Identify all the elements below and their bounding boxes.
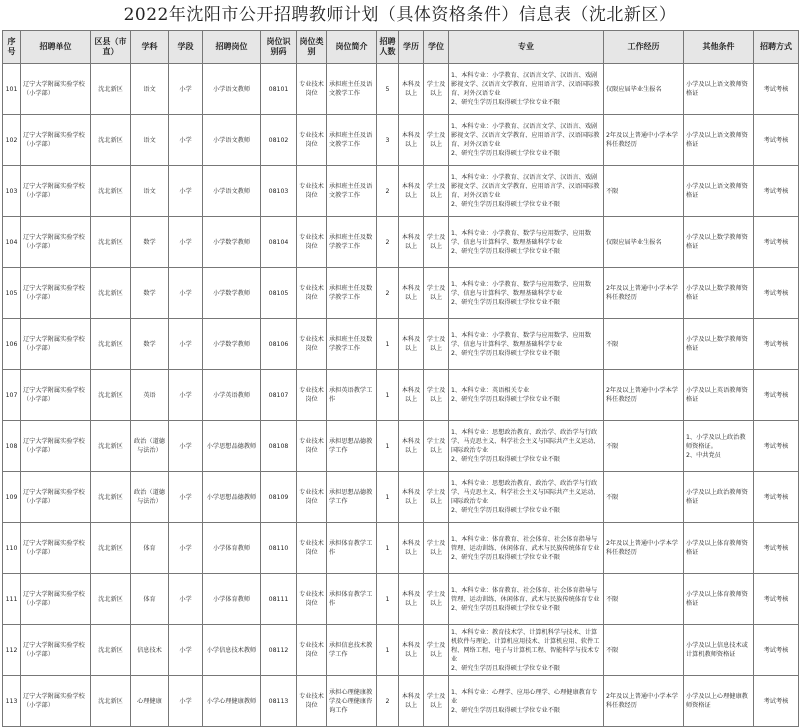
cell-code: 08104 (261, 217, 297, 268)
cell-district: 沈北新区 (91, 268, 131, 319)
cell-position: 小学心理健康教师 (203, 676, 261, 727)
cell-district: 沈北新区 (91, 523, 131, 574)
table-row (3, 574, 799, 625)
cell-edu: 本科及以上 (399, 625, 424, 676)
cell-code: 08110 (261, 523, 297, 574)
recruitment-table (2, 30, 799, 727)
cell-subject: 语文 (131, 115, 169, 166)
cell-desc: 承担班主任及数学教学工作 (327, 217, 377, 268)
cell-desc: 承担思想品德教学工作 (327, 421, 377, 472)
cell-seq: 102 (3, 115, 21, 166)
cell-stage: 小学 (169, 523, 203, 574)
cell-major: 1、本科专业：小学教育、数学与应用数学、应用数学、信息与计算科学、数理基础科学专业 2、研究生学历且取得硕士学位专业不限 (449, 217, 604, 268)
cell-type: 专业技术岗位 (297, 421, 327, 472)
cell-degree: 学士及以上 (424, 421, 449, 472)
cell-count: 1 (377, 472, 399, 523)
cell-other: 小学及以上数学教师资格证 (684, 268, 754, 319)
cell-subject: 体育 (131, 574, 169, 625)
cell-type: 专业技术岗位 (297, 64, 327, 115)
cell-exp: 仅限应届毕业生报名 (604, 64, 684, 115)
cell-edu: 本科及以上 (399, 574, 424, 625)
cell-exp: 2年及以上普通中小学本学科任教经历 (604, 268, 684, 319)
cell-district: 沈北新区 (91, 421, 131, 472)
cell-exp: 2年及以上普通中小学本学科任教经历 (604, 115, 684, 166)
cell-position: 小学数学教师 (203, 319, 261, 370)
cell-subject: 政治（道德与法治） (131, 421, 169, 472)
cell-code: 08102 (261, 115, 297, 166)
cell-edu: 本科及以上 (399, 166, 424, 217)
cell-edu: 本科及以上 (399, 676, 424, 727)
cell-position: 小学体育教师 (203, 574, 261, 625)
cell-edu: 本科及以上 (399, 472, 424, 523)
cell-major: 1、本科专业：小学教育、汉语言文学、汉语言、戏剧影视文学、汉语言文学教育、应用语言学、汉语国际教育、对外汉语专业 2、研究生学历且取得硕士学位专业不限 (449, 115, 604, 166)
column-header-edu: 学历 (399, 31, 424, 64)
cell-exp: 不限 (604, 319, 684, 370)
cell-count: 3 (377, 115, 399, 166)
cell-degree: 学士及以上 (424, 115, 449, 166)
cell-count: 2 (377, 217, 399, 268)
cell-seq: 105 (3, 268, 21, 319)
cell-degree: 学士及以上 (424, 523, 449, 574)
cell-degree: 学士及以上 (424, 166, 449, 217)
cell-method: 考试考核 (754, 115, 799, 166)
cell-count: 5 (377, 64, 399, 115)
cell-position: 小学思想品德教师 (203, 472, 261, 523)
cell-desc: 承担英语教学工作 (327, 370, 377, 421)
cell-subject: 英语 (131, 370, 169, 421)
column-header-other: 其他条件 (684, 31, 754, 64)
cell-other: 小学及以上语文教师资格证 (684, 166, 754, 217)
cell-major: 1、本科专业：小学教育、数学与应用数学、应用数学、信息与计算科学、数理基础科学专业 2、研究生学历且取得硕士学位专业不限 (449, 268, 604, 319)
cell-position: 小学数学教师 (203, 217, 261, 268)
cell-other: 小学及以上心理健康教师资格证 (684, 676, 754, 727)
table-row (3, 268, 799, 319)
table-row (3, 472, 799, 523)
table-row (3, 625, 799, 676)
cell-method: 考试考核 (754, 166, 799, 217)
cell-exp: 不限 (604, 472, 684, 523)
cell-exp: 2年及以上普通中小学本学科任教经历 (604, 370, 684, 421)
cell-edu: 本科及以上 (399, 319, 424, 370)
cell-unit: 辽宁大学附属实验学校（小学部） (21, 370, 91, 421)
cell-other: 小学及以上体育教师资格证 (684, 574, 754, 625)
cell-stage: 小学 (169, 166, 203, 217)
cell-type: 专业技术岗位 (297, 217, 327, 268)
cell-stage: 小学 (169, 421, 203, 472)
cell-edu: 本科及以上 (399, 64, 424, 115)
cell-major: 1、本科专业：体育教育、社会体育、社会体育指导与管理、运动训练、休闲体育、武术与民族传统体育专业 2、研究生学历且取得硕士学位专业不限 (449, 574, 604, 625)
column-header-method: 招聘方式 (754, 31, 799, 64)
cell-edu: 本科及以上 (399, 115, 424, 166)
cell-code: 08112 (261, 625, 297, 676)
cell-count: 1 (377, 523, 399, 574)
cell-desc: 承担班主任及数学教学工作 (327, 319, 377, 370)
cell-seq: 107 (3, 370, 21, 421)
cell-stage: 小学 (169, 319, 203, 370)
cell-count: 2 (377, 166, 399, 217)
cell-type: 专业技术岗位 (297, 268, 327, 319)
cell-stage: 小学 (169, 64, 203, 115)
cell-degree: 学士及以上 (424, 319, 449, 370)
cell-exp: 不限 (604, 421, 684, 472)
cell-other: 小学及以上数学教师资格证 (684, 319, 754, 370)
cell-subject: 语文 (131, 64, 169, 115)
cell-desc: 承担心理健康教学及心理健康咨询工作 (327, 676, 377, 727)
column-header-degree: 学位 (424, 31, 449, 64)
table-row (3, 217, 799, 268)
cell-degree: 学士及以上 (424, 472, 449, 523)
cell-major: 1、本科专业：英语相关专业 2、研究生学历且取得硕士学位专业不限 (449, 370, 604, 421)
cell-code: 08106 (261, 319, 297, 370)
cell-other: 小学及以上体育教师资格证 (684, 523, 754, 574)
cell-edu: 本科及以上 (399, 268, 424, 319)
cell-district: 沈北新区 (91, 676, 131, 727)
cell-other: 小学及以上信息技术或计算机教师资格证 (684, 625, 754, 676)
cell-seq: 104 (3, 217, 21, 268)
table-row (3, 676, 799, 727)
table-row (3, 64, 799, 115)
cell-stage: 小学 (169, 217, 203, 268)
cell-count: 2 (377, 676, 399, 727)
cell-code: 08101 (261, 64, 297, 115)
cell-unit: 辽宁大学附属实验学校（小学部） (21, 676, 91, 727)
cell-type: 专业技术岗位 (297, 115, 327, 166)
column-header-stage: 学段 (169, 31, 203, 64)
cell-code: 08105 (261, 268, 297, 319)
cell-method: 考试考核 (754, 574, 799, 625)
cell-method: 考试考核 (754, 370, 799, 421)
cell-code: 08113 (261, 676, 297, 727)
cell-subject: 心理健康 (131, 676, 169, 727)
cell-code: 08111 (261, 574, 297, 625)
table-row (3, 523, 799, 574)
cell-seq: 112 (3, 625, 21, 676)
cell-desc: 承担信息技术教学工作 (327, 625, 377, 676)
cell-exp: 不限 (604, 625, 684, 676)
cell-position: 小学思想品德教师 (203, 421, 261, 472)
cell-count: 1 (377, 421, 399, 472)
cell-exp: 仅限应届毕业生报名 (604, 217, 684, 268)
cell-position: 小学语文教师 (203, 115, 261, 166)
cell-stage: 小学 (169, 370, 203, 421)
cell-edu: 本科及以上 (399, 217, 424, 268)
cell-method: 考试考核 (754, 523, 799, 574)
cell-major: 1、本科专业：小学教育、数学与应用数学、应用数学、信息与计算科学、数理基础科学专业 2、研究生学历且取得硕士学位专业不限 (449, 319, 604, 370)
cell-stage: 小学 (169, 268, 203, 319)
cell-count: 1 (377, 625, 399, 676)
cell-unit: 辽宁大学附属实验学校（小学部） (21, 574, 91, 625)
cell-position: 小学信息技术教师 (203, 625, 261, 676)
cell-major: 1、本科专业：教育技术学、计算机科学与技术、计算机软件与理论、计算机应用技术、计算机应用、软件工程、网络工程、电子与计算机工程、智能科学与技术专业 2、研究生学历且取得硕士学位专业不限 (449, 625, 604, 676)
cell-degree: 学士及以上 (424, 625, 449, 676)
cell-type: 专业技术岗位 (297, 625, 327, 676)
cell-degree: 学士及以上 (424, 217, 449, 268)
column-header-unit: 招聘单位 (21, 31, 91, 64)
table-row (3, 115, 799, 166)
cell-major: 1、本科专业：小学教育、汉语言文学、汉语言、戏剧影视文学、汉语言文学教育、应用语言学、汉语国际教育、对外汉语专业 2、研究生学历且取得硕士学位专业不限 (449, 166, 604, 217)
cell-major: 1、本科专业：思想政治教育、政治学、政治学与行政学、马克思主义、科学社会主义与国际共产主义运动、国际政治专业 2、研究生学历且取得硕士学位专业不限 (449, 421, 604, 472)
cell-exp: 2年及以上普通中小学本学科任教经历 (604, 676, 684, 727)
cell-count: 1 (377, 370, 399, 421)
cell-code: 08107 (261, 370, 297, 421)
column-header-code: 岗位识别码 (261, 31, 297, 64)
table-row (3, 166, 799, 217)
cell-degree: 学士及以上 (424, 574, 449, 625)
column-header-seq: 序号 (3, 31, 21, 64)
cell-seq: 108 (3, 421, 21, 472)
cell-code: 08108 (261, 421, 297, 472)
cell-district: 沈北新区 (91, 64, 131, 115)
cell-count: 1 (377, 574, 399, 625)
cell-method: 考试考核 (754, 625, 799, 676)
cell-seq: 101 (3, 64, 21, 115)
cell-position: 小学英语教师 (203, 370, 261, 421)
cell-desc: 承担思想品德教学工作 (327, 472, 377, 523)
cell-seq: 111 (3, 574, 21, 625)
cell-position: 小学体育教师 (203, 523, 261, 574)
table-header-row (3, 31, 799, 64)
cell-position: 小学语文教师 (203, 166, 261, 217)
cell-method: 考试考核 (754, 676, 799, 727)
cell-desc: 承担体育教学工作 (327, 523, 377, 574)
cell-district: 沈北新区 (91, 166, 131, 217)
cell-method: 考试考核 (754, 268, 799, 319)
cell-desc: 承担班主任及数学教学工作 (327, 268, 377, 319)
table-body (3, 64, 799, 727)
cell-edu: 本科及以上 (399, 421, 424, 472)
cell-unit: 辽宁大学附属实验学校（小学部） (21, 472, 91, 523)
cell-major: 1、本科专业：小学教育、汉语言文学、汉语言、戏剧影视文学、汉语言文学教育、应用语言学、汉语国际教育、对外汉语专业 2、研究生学历且取得硕士学位专业不限 (449, 64, 604, 115)
cell-stage: 小学 (169, 676, 203, 727)
cell-seq: 103 (3, 166, 21, 217)
document-title: 2022年沈阳市公开招聘教师计划（具体资格条件）信息表（沈北新区） (123, 5, 677, 25)
cell-unit: 辽宁大学附属实验学校（小学部） (21, 421, 91, 472)
column-header-exp: 工作经历 (604, 31, 684, 64)
cell-unit: 辽宁大学附属实验学校（小学部） (21, 319, 91, 370)
cell-desc: 承担班主任及语文教学工作 (327, 166, 377, 217)
cell-district: 沈北新区 (91, 574, 131, 625)
cell-seq: 109 (3, 472, 21, 523)
cell-subject: 语文 (131, 166, 169, 217)
cell-unit: 辽宁大学附属实验学校（小学部） (21, 115, 91, 166)
cell-major: 1、本科专业：思想政治教育、政治学、政治学与行政学、马克思主义、科学社会主义与国际共产主义运动、国际政治专业 2、研究生学历且取得硕士学位专业不限 (449, 472, 604, 523)
cell-subject: 体育 (131, 523, 169, 574)
table-row (3, 421, 799, 472)
cell-degree: 学士及以上 (424, 268, 449, 319)
cell-degree: 学士及以上 (424, 676, 449, 727)
cell-stage: 小学 (169, 115, 203, 166)
cell-degree: 学士及以上 (424, 64, 449, 115)
cell-seq: 106 (3, 319, 21, 370)
cell-other: 小学及以上数学教师资格证 (684, 217, 754, 268)
table-row (3, 319, 799, 370)
cell-district: 沈北新区 (91, 370, 131, 421)
cell-desc: 承担班主任及语文教学工作 (327, 64, 377, 115)
cell-district: 沈北新区 (91, 472, 131, 523)
cell-major: 1、本科专业：体育教育、社会体育、社会体育指导与管理、运动训练、休闲体育、武术与民族传统体育专业 2、研究生学历且取得硕士学位专业不限 (449, 523, 604, 574)
cell-unit: 辽宁大学附属实验学校（小学部） (21, 64, 91, 115)
cell-type: 专业技术岗位 (297, 523, 327, 574)
table-row (3, 370, 799, 421)
cell-method: 考试考核 (754, 319, 799, 370)
cell-district: 沈北新区 (91, 319, 131, 370)
cell-type: 专业技术岗位 (297, 319, 327, 370)
cell-type: 专业技术岗位 (297, 676, 327, 727)
cell-unit: 辽宁大学附属实验学校（小学部） (21, 268, 91, 319)
column-header-type: 岗位类别 (297, 31, 327, 64)
cell-method: 考试考核 (754, 472, 799, 523)
cell-other: 1、小学及以上政治教师资格证。 2、中共党员 (684, 421, 754, 472)
cell-exp: 不限 (604, 574, 684, 625)
cell-subject: 数学 (131, 217, 169, 268)
cell-method: 考试考核 (754, 217, 799, 268)
cell-edu: 本科及以上 (399, 523, 424, 574)
cell-seq: 113 (3, 676, 21, 727)
cell-code: 08103 (261, 166, 297, 217)
cell-degree: 学士及以上 (424, 370, 449, 421)
cell-subject: 政治（道德与法治） (131, 472, 169, 523)
cell-exp: 不限 (604, 166, 684, 217)
cell-unit: 辽宁大学附属实验学校（小学部） (21, 217, 91, 268)
cell-count: 1 (377, 319, 399, 370)
cell-subject: 数学 (131, 268, 169, 319)
cell-position: 小学语文教师 (203, 64, 261, 115)
column-header-subject: 学科 (131, 31, 169, 64)
cell-unit: 辽宁大学附属实验学校（小学部） (21, 166, 91, 217)
column-header-major: 专业 (449, 31, 604, 64)
column-header-count: 招聘人数 (377, 31, 399, 64)
cell-type: 专业技术岗位 (297, 166, 327, 217)
cell-exp: 2年及以上普通中小学本学科任教经历 (604, 523, 684, 574)
cell-method: 考试考核 (754, 421, 799, 472)
cell-district: 沈北新区 (91, 115, 131, 166)
column-header-district: 区县（市直） (91, 31, 131, 64)
cell-unit: 辽宁大学附属实验学校（小学部） (21, 523, 91, 574)
cell-type: 专业技术岗位 (297, 574, 327, 625)
cell-type: 专业技术岗位 (297, 472, 327, 523)
column-header-desc: 岗位简介 (327, 31, 377, 64)
cell-seq: 110 (3, 523, 21, 574)
cell-district: 沈北新区 (91, 217, 131, 268)
cell-subject: 信息技术 (131, 625, 169, 676)
cell-method: 考试考核 (754, 64, 799, 115)
cell-district: 沈北新区 (91, 625, 131, 676)
cell-desc: 承担班主任及语文教学工作 (327, 115, 377, 166)
cell-type: 专业技术岗位 (297, 370, 327, 421)
cell-subject: 数学 (131, 319, 169, 370)
cell-code: 08109 (261, 472, 297, 523)
cell-desc: 承担体育教学工作 (327, 574, 377, 625)
cell-major: 1、本科专业：心理学、应用心理学、心理健康教育专业 2、研究生学历且取得硕士学位专业不限 (449, 676, 604, 727)
column-header-position: 招聘岗位 (203, 31, 261, 64)
cell-other: 小学及以上语文教师资格证 (684, 115, 754, 166)
cell-other: 小学及以上英语教师资格证 (684, 370, 754, 421)
cell-unit: 辽宁大学附属实验学校（小学部） (21, 625, 91, 676)
cell-stage: 小学 (169, 574, 203, 625)
cell-other: 小学及以上语文教师资格证 (684, 64, 754, 115)
cell-stage: 小学 (169, 472, 203, 523)
cell-edu: 本科及以上 (399, 370, 424, 421)
cell-other: 小学及以上政治教师资格证 (684, 472, 754, 523)
cell-stage: 小学 (169, 625, 203, 676)
cell-position: 小学数学教师 (203, 268, 261, 319)
cell-count: 2 (377, 268, 399, 319)
